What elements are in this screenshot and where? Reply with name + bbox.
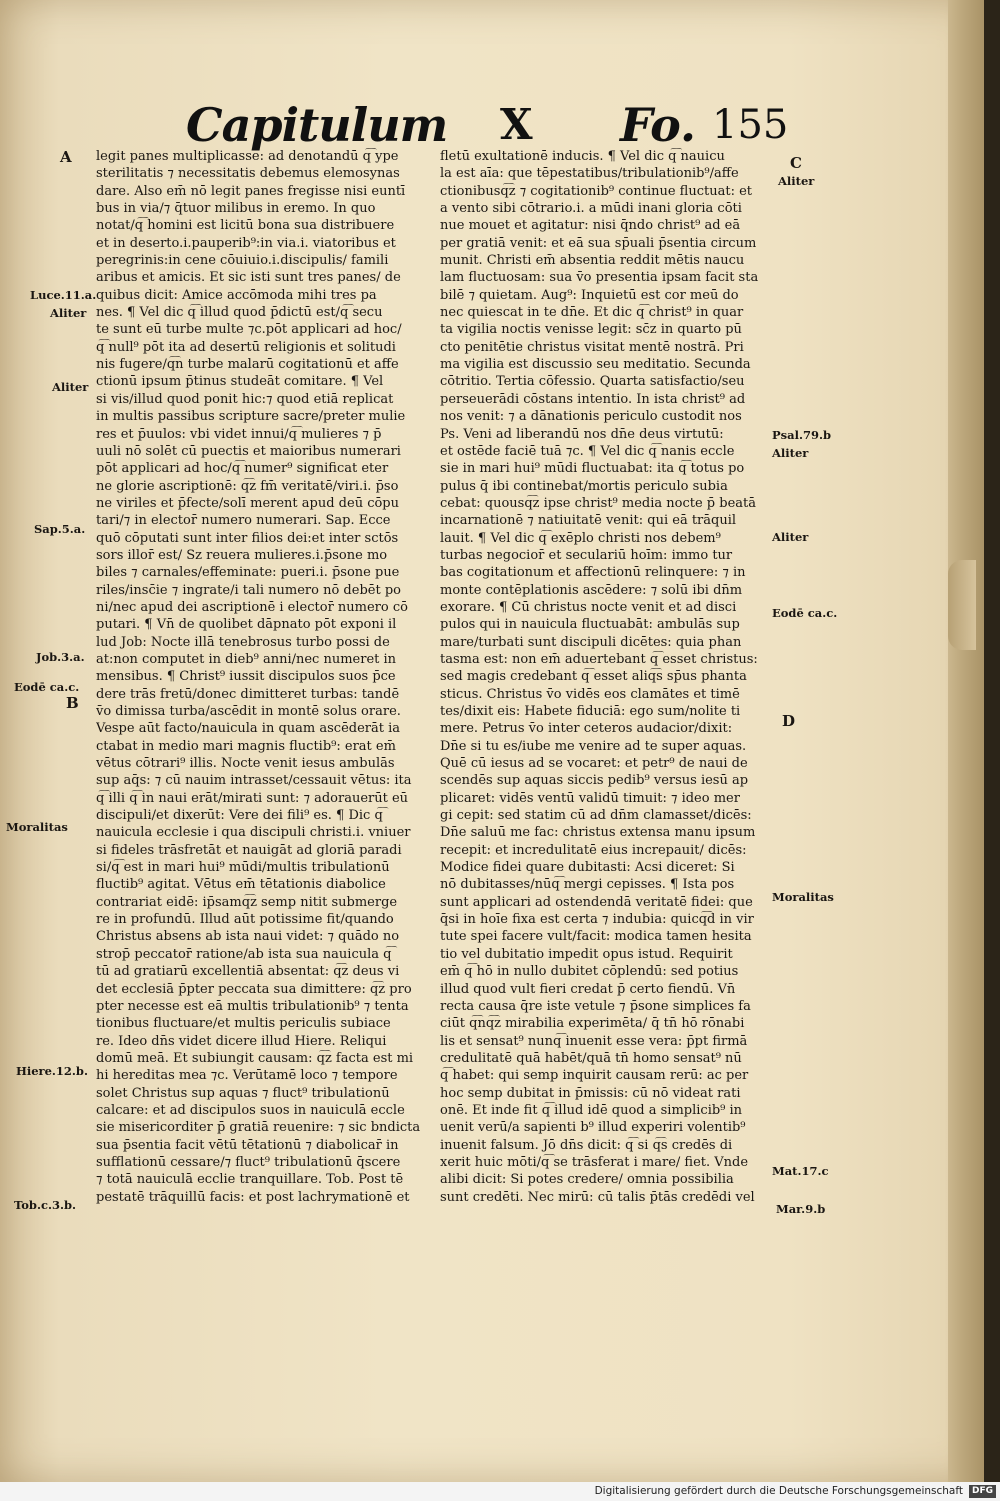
margin-note-right: D — [782, 712, 796, 730]
margin-note-left: B — [66, 694, 79, 712]
text-line: putari. ¶ Vn̄ de quolibet dāpnato pōt exponi il — [96, 617, 397, 633]
header-chapter-number: X — [500, 100, 533, 149]
text-line: scendēs sup aquas siccis pedib⁹ versus iesū ap — [440, 773, 749, 789]
text-line: res et p̄uulos: vbi videt innui/q͡ mulieres ⁊ p̄ — [96, 426, 382, 442]
text-line: cto penitētie christus visitat mentē nostrā. Pri — [440, 339, 744, 355]
text-line: ta vigilia noctis venisse legit: sc̄z in quarto pū — [440, 322, 742, 338]
text-line: sterilitatis ⁊ necessitatis debemus elemosynas — [96, 166, 400, 182]
text-line: onē. Et inde fit q͡ illud idē quod a simplicib⁹ in — [440, 1102, 743, 1118]
text-line: Quē cū iesus ad se vocaret: et petr⁹ de naui de — [440, 756, 748, 772]
text-line: fletū exultationē inducis. ¶ Vel dic q͡ nauicu — [440, 149, 725, 164]
margin-note-right: Aliter — [772, 530, 809, 544]
text-line: in multis passibus scripture sacre/preter mulie — [96, 409, 406, 425]
text-line: aribus et amicis. Et sic isti sunt tres panes/ de — [96, 270, 401, 286]
text-line: turbas negocior̄ et seculariū hoīm: immo tur — [440, 547, 733, 563]
text-line: contrariat eidē: ip̄samq͡z semp nitit submerge — [96, 894, 398, 910]
text-line: nue mouet et agitatur: nisi q̄ndo christ⁹ ad eā — [440, 218, 741, 234]
margin-note-left: A — [60, 148, 72, 166]
text-line: monte contēplationis ascēdere: ⁊ solū ibi dn̄m — [440, 582, 743, 598]
header-folio-number: 155 — [712, 102, 789, 148]
text-line: ⁊ totā nauiculā eccl̄ie tranquillare. Tob. Post tē — [96, 1172, 404, 1188]
text-line: dere trās fretū/donec dimitteret turbas: tandē — [96, 686, 400, 702]
text-line: Dn̄e si tu es/iube me venire ad te super aquas. — [440, 738, 747, 754]
dfg-logo: DFG — [969, 1485, 996, 1498]
text-line: quō cōputati sunt inter filios dei:et inter sctōs — [96, 530, 399, 546]
text-line: uenit verū/a sapienti b⁹ illud experiri volentib⁹ — [440, 1120, 746, 1136]
text-line: ne glorie ascriptionē: q͡z fm̄ veritatē/viri.i. p̄so — [96, 478, 399, 494]
text-line: tū ad gratiarū excellentiā absentat: q͡z deus vi — [96, 964, 400, 980]
text-line: lud Job: Nocte illā tenebrosus turbo possi de — [96, 634, 390, 650]
text-line: nec quiescat in te dn̄e. Et dic q͡ christ⁹ in quar — [440, 305, 744, 321]
margin-note-right: Aliter — [778, 174, 815, 188]
text-line: sufflationū cessare/⁊ fluct⁹ tribulationū q̄scere — [96, 1154, 401, 1170]
text-line: ctionū ipsum p̄tinus studeāt comitare. ¶ Vel — [96, 374, 384, 390]
text-line: ciūt q͡nq͡z mirabilia experimēta/ q̄ tn̄ hō rōnabi — [440, 1016, 745, 1032]
text-line: mere. Petrus v̄o inter ceteros audacior/dixit: — [440, 721, 733, 737]
text-line: dare. Also em̄ nō legit panes fregisse nisi euntī — [96, 183, 406, 199]
text-line: ctabat in medio mari magnis fluctib⁹: erat em̄ — [96, 738, 396, 754]
text-line: hoc semp dubitat in p̄missis: cū nō videat rati — [440, 1085, 741, 1101]
margin-note-left: Hiere.12.b. — [16, 1064, 88, 1078]
text-line: la est aīa: que tēpestatibus/tribulationib⁹/affe — [440, 166, 739, 182]
text-line: si fideles trāsfretāt et nauigāt ad gloriā paradi — [96, 842, 402, 858]
text-line: Vespe aūt facto/nauicula in quam ascēderāt ia — [96, 721, 401, 737]
left-text-column — [96, 148, 430, 1206]
text-line: tio vel dubitatio impedit opus istud. Requirit — [440, 946, 733, 962]
text-line: si vis/illud quod ponit hic:⁊ quod etiā replicat — [96, 391, 394, 407]
text-line: Modice fidei quare dubitasti: Acsi diceret: Si — [440, 860, 735, 876]
text-line: bus in via/⁊ q̄tuor milibus in eremo. In quo — [96, 201, 376, 217]
text-line: pestatē trāquillū facis: et post lachrymationē et — [96, 1189, 410, 1205]
text-line: em̄ q͡ hō in nullo dubitet cōplendū: sed potius — [440, 964, 739, 980]
text-line: fluctib⁹ agitat. Vētus em̄ tētationis diabolice — [96, 877, 386, 893]
text-line: peregrinis:in cene cōuiuio.i.discipulis/ famili — [96, 253, 389, 269]
text-line: a vento sibi cōtrario.i. a mūdi inani gloria cōti — [440, 201, 742, 217]
margin-note-left: Luce.11.a. — [30, 288, 97, 302]
text-line: cebat: quousq͡z ipse christ⁹ media nocte p̄ beatā — [440, 495, 756, 511]
text-line: re. Ideo dn̄s videt dicere illud Hiere. Reliqui — [96, 1033, 387, 1049]
text-line: tute spei facere vult/facit: modica tamen hesita — [440, 929, 752, 945]
text-line: lam fluctuosam: sua v̄o presentia ipsam facit sta — [440, 270, 759, 286]
text-line: nauicula ecclesie i qua discipuli christi.i. vniuer — [96, 825, 411, 841]
text-line: ma vigilia est discussio seu meditatio. Secunda — [440, 357, 751, 373]
text-line: sors illor̄ est/ Sz reuera mulieres.i.p̄sone mo — [96, 547, 388, 563]
text-line: nes. ¶ Vel dic q͡ illud quod p̄dictū est/q͡ secu — [96, 305, 383, 321]
text-line: recepit: et incredulitatē eius increpauit/ dicēs: — [440, 842, 747, 858]
text-line: domū meā. Et subiungit causam: q͡z facta est mi — [96, 1050, 414, 1066]
text-line: re in profundū. Illud aūt potissime fit/quando — [96, 912, 394, 928]
text-line: te sunt eū turbe multe ⁊c.pōt applicari ad hoc/ — [96, 322, 402, 338]
right-text-column — [440, 148, 770, 1206]
margin-note-left: Moralitas — [6, 820, 68, 834]
text-line: sunt applicari ad ostendendā veritatē fidei: que — [440, 894, 753, 910]
margin-note-right: Psal.79.b — [772, 428, 831, 442]
text-line: recta causa q̄re iste vetule ⁊ p̄sone simplices fa — [440, 998, 751, 1014]
text-line: credulitatē quā habēt/quā tn̄ homo sensat⁹ nū — [440, 1050, 742, 1066]
text-line: tes/dixit eis: Habete fiduciā: ego sum/nolite ti — [440, 704, 741, 719]
text-line: inuenit falsum. Jō dn̄s dicit: q͡ si q͡s credēs di — [440, 1137, 733, 1153]
footer-text: Digitalisierung gefördert durch die Deutsche Forschungsgemeinschaft — [594, 1485, 963, 1497]
text-line: alibi dicit: Si potes credere/ omnia possibilia — [440, 1172, 734, 1188]
header-fo: Fo. — [620, 98, 697, 152]
text-line: pulus q̄ ibi continebat/mortis periculo subia — [440, 478, 728, 494]
page-edge — [948, 0, 984, 1482]
text-line: discipuli/et dixerūt: Vere dei fili⁹ es. ¶ Dic q͡ — [96, 808, 383, 824]
margin-note-right: Moralitas — [772, 890, 834, 904]
text-line: mensibus. ¶ Christ⁹ iussit discipulos suos p̄ce — [96, 669, 396, 685]
margin-note-right: Mat.17.c — [772, 1164, 829, 1178]
text-line: solet Christus sup aquas ⁊ fluct⁹ tribulationū — [96, 1085, 390, 1101]
text-line: Christus absens ab ista naui videt: ⁊ quādo no — [96, 929, 400, 945]
text-line: pōt applicari ad hoc/q͡ numer⁹ significat eter — [96, 461, 389, 477]
text-line: bas cogitationum et affectionū relinquere: ⁊ in — [440, 565, 746, 581]
text-line: tionibus fluctuare/et multis periculis subiace — [96, 1016, 391, 1032]
text-line: sie in mari hui⁹ mūdi fluctuabat: ita q͡ totus po — [440, 461, 745, 477]
text-line: v̄o dimissa turba/ascēdit in montē solus orare. — [96, 704, 401, 719]
text-line: calcare: et ad discipulos suos in nauiculā eccle — [96, 1102, 405, 1118]
margin-note-left: Sap.5.a. — [34, 522, 86, 536]
text-line: sed magis credebant q͡ esset aliq͡s sp̄us phanta — [440, 669, 747, 685]
text-line: et in deserto.i.pauperib⁹:in via.i. viatoribus et — [96, 235, 396, 251]
text-line: sie misericorditer p̄ gratiā reuenire: ⁊ sic b̄ndicta — [96, 1120, 421, 1136]
text-line: tasma est: non em̄ aduertebant q͡ esset christus: — [440, 651, 758, 667]
text-line: Dn̄e saluū me fac: christus extensa manu ipsum — [440, 825, 756, 841]
text-line: gi cepit: sed statim cū ad dn̄m clamasset/dicēs: — [440, 808, 752, 824]
text-line: pter necesse est eā multis tribulationib⁹ ⁊ tenta — [96, 998, 409, 1014]
text-line: tari/⁊ in elector̄ numero numerari. Sap. Ecce — [96, 513, 391, 529]
digitization-footer — [0, 1482, 1000, 1501]
text-line: per gratiā venit: et eā sua sp̄uali p̄sentia circum — [440, 235, 757, 251]
margin-note-left: Eodē ca.c. — [14, 680, 80, 694]
text-line: riles/insc̄ie ⁊ ingrate/i tali numero nō debēt po — [96, 582, 401, 598]
text-line: nō dubitasses/nūq͡ mergi cepisses. ¶ Ista pos — [440, 877, 735, 893]
text-line: xerit huic mōti/q͡ se trāsferat i mare/ fiet. Vnde — [440, 1154, 749, 1170]
text-line: q͡ null⁹ pōt ita ad desertū religionis et solitudi — [96, 339, 396, 355]
text-line: perseuerādi cōstans intentio. In ista christ⁹ ad — [440, 391, 746, 407]
text-line: hi hereditas mea ⁊c. Verūtamē loco ⁊ tempore — [96, 1068, 398, 1084]
text-line: notat/q͡ homini est licitū bona sua distribuere — [96, 218, 395, 234]
margin-note-right: Eodē ca.c. — [772, 606, 838, 620]
margin-note-left: Aliter — [52, 380, 89, 394]
text-line: munit. Christi em̄ absentia reddit mētis naucu — [440, 253, 745, 269]
text-line: ni/nec apud dei ascriptionē i elector̄ numero cō — [96, 599, 408, 615]
text-line: ctionibusq͡z ⁊ cogitationib⁹ continue fluctuat: et — [440, 183, 753, 199]
text-line: bilē ⁊ quietam. Aug⁹: Inquietū est cor meū do — [440, 287, 739, 303]
margin-note-right: C — [790, 154, 802, 172]
text-line: mare/turbati sunt discipuli dicētes: quia phan — [440, 634, 742, 650]
text-line: lauit. ¶ Vel dic q͡ exēplo christi nos debem⁹ — [440, 530, 721, 546]
margin-note-left: Aliter — [50, 306, 87, 320]
text-line: sua p̄sentia facit vētū tētationū ⁊ diabolicar̄ in — [96, 1137, 399, 1153]
text-line: sticus. Christus v̄o vidēs eos clamātes et timē — [440, 686, 740, 702]
text-line: cōtritio. Tertia cōfessio. Quarta satisfactio/seu — [440, 374, 745, 390]
text-line: biles ⁊ carnales/effeminate: pueri.i. p̄sone pue — [96, 565, 400, 581]
text-line: det ecclesiā p̄pter peccata sua dimittere: q͡z pro — [96, 981, 412, 997]
text-line: at:non computet in dieb⁹ anni/nec numeret in — [96, 651, 397, 667]
text-line: uuli nō solēt cū puectis et maioribus numerari — [96, 443, 401, 459]
text-line: pulos qui in nauicula fluctuabāt: ambulās sup — [440, 617, 740, 633]
text-line: strop̄ peccator̄ ratione/ab ista sua nauicula q͡ — [96, 946, 392, 962]
text-line: plicaret: vidēs ventū validū timuit: ⁊ ideo mer — [440, 790, 740, 806]
header-capitulum: Capitulum — [186, 98, 448, 152]
margin-note-left: Tob.c.3.b. — [14, 1198, 77, 1212]
text-line: nos venit: ⁊ a dānationis periculo custodit nos — [440, 409, 742, 425]
text-line: incarnationē ⁊ natiuitatē venit: qui eā trāquil — [440, 513, 737, 529]
text-line: sup aq̄s: ⁊ cū nauim intrasset/cessauit vētus: ita — [96, 773, 412, 789]
page-fold — [948, 560, 976, 650]
text-line: et ostēde faciē tuā ⁊c. ¶ Vel dic q͡ nanis eccle — [440, 443, 735, 459]
text-line: q͡ illi q͡ in naui erāt/mirati sunt: ⁊ adorauerūt eū — [96, 790, 409, 806]
text-line: quibus dicit: Amice accōmoda mihi tres pa — [96, 287, 377, 303]
text-line: Ps. Veni ad liberandū nos dn̄e deus virtutū: — [440, 426, 724, 442]
text-line: nis fugere/q͡n turbe malarū cogitationū et affe — [96, 357, 399, 373]
text-line: exorare. ¶ Cū christus nocte venit et ad disci — [440, 599, 737, 615]
margin-note-right: Aliter — [772, 446, 809, 460]
text-line: ne viriles et p̄fecte/solī merent apud deū cōpu — [96, 495, 400, 511]
margin-note-right: Mar.9.b — [776, 1202, 826, 1216]
text-line: q͡ habet: qui semp inquirit causam rerū: ac per — [440, 1068, 749, 1084]
text-line: vētus cōtrari⁹ illis. Nocte venit iesus ambulās — [96, 756, 395, 772]
text-line: q̄si in hoīe fixa est certa ⁊ indubia: quicq͡d in vir — [440, 912, 754, 928]
text-line: si/q͡ est in mari hui⁹ mūdi/multis tribulationū — [96, 860, 390, 876]
margin-note-left: Job.3.a. — [36, 650, 85, 664]
text-line: legit panes multiplicasse: ad denotandū q͡ ype — [96, 149, 399, 164]
text-line: lis et sensat⁹ nunq͡ inuenit esse vera: p̄pt firmā — [440, 1033, 748, 1049]
text-line: sunt credēti. Nec mirū: cū talis p̄tās credēdi vel — [440, 1189, 755, 1205]
text-line: illud quod vult fieri credat p̄ certo fiendū. Vn̄ — [440, 981, 736, 997]
